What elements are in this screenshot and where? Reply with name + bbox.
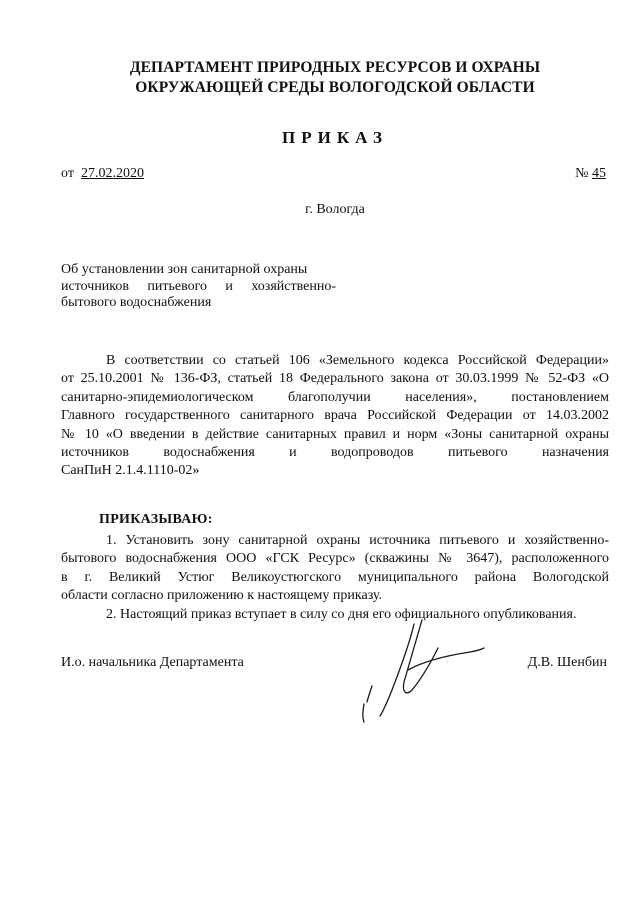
department-line-2: ОКРУЖАЮЩЕЙ СРЕДЫ ВОЛОГОДСКОЙ ОБЛАСТИ: [135, 79, 535, 96]
handwritten-signature: [352, 612, 492, 732]
basis-line: СанПиН 2.1.4.1110-02»: [61, 463, 200, 479]
item-line: 1. Установить зону санитарной охраны источника питьевого и хозяйственно-: [106, 533, 609, 548]
item-line: области согласно приложению к настоящему приказу.: [61, 588, 383, 604]
document-number: [575, 166, 606, 182]
subject-line: источников питьевого и хозяйственно-: [61, 278, 336, 294]
basis-line: В соответствии со статьей 106 «Земельного кодекса Российской Федерации»: [106, 353, 609, 368]
subject-line: Об установлении зон санитарной охраны: [61, 262, 308, 277]
legal-basis-paragraph: [61, 352, 609, 481]
basis-line: от 25.10.2001 № 136-ФЗ, статьей 18 Федерального закона от 30.03.1999 № 52-ФЗ «О: [61, 371, 609, 387]
signatory-name: Д.В. Шенбин: [527, 655, 607, 670]
basis-line: Главного государственного санитарного врача Российской Федерации от 14.03.2002: [61, 408, 609, 424]
item-line: 2. Настоящий приказ вступает в силу со дня его официального опубликования.: [106, 606, 577, 622]
order-items: [61, 532, 609, 624]
basis-line: источников водоснабжения и водопроводов питьевого назначения: [61, 445, 609, 461]
document-city: г. Вологда: [305, 202, 365, 217]
item-line: бытового водоснабжения ООО «ГСК Ресурс» (скважины № 3647), расположенного: [61, 551, 609, 567]
number-prefix: №: [575, 166, 589, 181]
subject-line: бытового водоснабжения: [61, 295, 212, 310]
document-type-title: ПРИКАЗ: [282, 128, 388, 147]
document-date: [61, 166, 144, 182]
order-heading: ПРИКАЗЫВАЮ:: [99, 512, 213, 527]
department-header: [60, 58, 610, 98]
document-subject: [61, 262, 336, 312]
number-value: 45: [592, 166, 606, 181]
item-line: в г. Великий Устюг Великоустюгского муниципального района Вологодской: [61, 569, 609, 585]
basis-line: санитарно-эпидемиологическом благополучии населения», постановлением: [61, 389, 609, 405]
basis-line: № 10 «О введении в действие санитарных правил и норм «Зоны санитарной охраны: [61, 426, 609, 442]
department-line-1: ДЕПАРТАМЕНТ ПРИРОДНЫХ РЕСУРСОВ И ОХРАНЫ: [129, 59, 541, 76]
signatory-title: И.о. начальника Департамента: [61, 655, 244, 670]
date-prefix: от: [61, 166, 74, 181]
date-value: 27.02.2020: [80, 166, 144, 181]
